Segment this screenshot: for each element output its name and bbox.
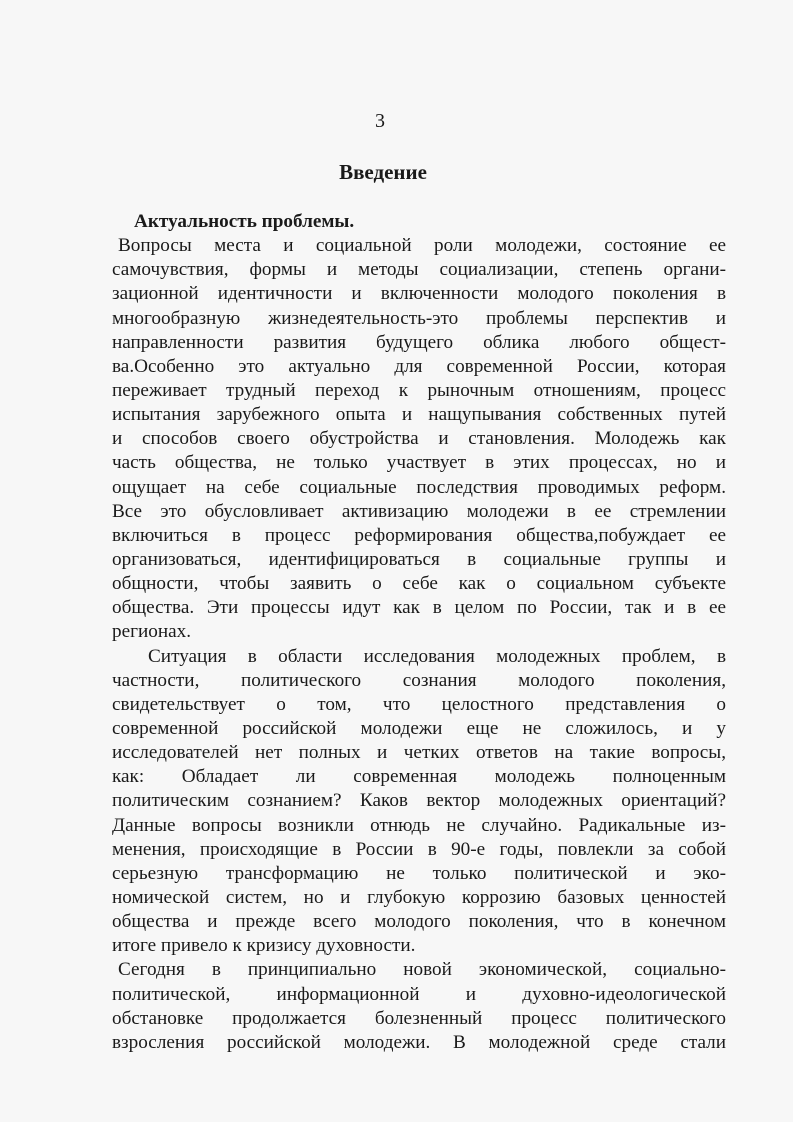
text-line: современной российской молодежи еще не сложилось, и у (112, 717, 726, 739)
text-line: Все это обусловливает активизацию молодежи в ее стремлении (112, 500, 726, 522)
text-line: регионах. (112, 621, 192, 643)
text-line: и способов своего обустройства и становления. Молодежь как (112, 428, 726, 450)
text-line: исследователей нет полных и четких ответов на такие вопросы, (112, 742, 726, 764)
text-line: Ситуация в области исследования молодежных проблем, в (148, 645, 726, 667)
text-line: политическим сознанием? Каков вектор молодежных ориентаций? (112, 790, 726, 812)
text-line: часть общества, не только участвует в этих процессах, но и (112, 452, 726, 474)
text-line: как: Обладает ли современная молодежь полноценным (112, 766, 726, 788)
text-line: Сегодня в принципиально новой экономической, социально- (118, 959, 726, 981)
text-line: зационной идентичности и включенности молодого поколения в (112, 283, 726, 305)
text-line: итоге привело к кризису духовности. (112, 935, 416, 957)
text-line: менения, происходящие в России в 90-е годы, повлекли за собой (112, 838, 726, 860)
text-line: общества. Эти процессы идут как в целом по России, так и в ее (112, 597, 726, 619)
text-line: номической систем, но и глубокую коррозию базовых ценностей (112, 886, 726, 908)
text-line: политической, информационной и духовно-идеологической (112, 983, 726, 1005)
text-line: самочувствия, формы и методы социализации, степень органи- (112, 259, 726, 281)
text-line: ва.Особенно это актуально для современной России, которая (112, 355, 726, 377)
text-line: включиться в процесс реформирования общества,побуждает ее (112, 524, 726, 546)
text-line: переживает трудный переход к рыночным отношениям, процесс (112, 379, 726, 401)
section-heading: Актуальность проблемы. (134, 211, 355, 232)
text-line: испытания зарубежного опыта и нащупывания собственных путей (112, 404, 726, 426)
text-line: общности, чтобы заявить о себе как о социальном субъекте (112, 573, 726, 595)
page-number: 3 (375, 110, 385, 132)
text-line: направленности развития будущего облика любого общест- (112, 331, 726, 353)
text-line: свидетельствует о том, что целостного представления о (112, 693, 726, 715)
text-line: серьезную трансформацию не только политической и эко- (112, 862, 726, 884)
text-line: ощущает на себе социальные последствия проводимых реформ. (112, 476, 726, 498)
text-line: частности, политического сознания молодого поколения, (112, 669, 726, 691)
text-line: организоваться, идентифицироваться в социальные группы и (112, 548, 726, 570)
text-line: Данные вопросы возникли отнюдь не случайно. Радикальные из- (112, 814, 726, 836)
page-title: Введение (339, 160, 427, 184)
text-line: Вопросы места и социальной роли молодежи, состояние ее (118, 235, 726, 257)
body-text (112, 210, 726, 1055)
text-line: многообразную жизнедеятельность-это проблемы перспектив и (112, 307, 726, 329)
text-line: общества и прежде всего молодого поколения, что в конечном (112, 911, 726, 933)
text-line: обстановке продолжается болезненный процесс политического (112, 1007, 726, 1029)
text-line: взросления российской молодежи. В молодежной среде стали (112, 1031, 726, 1053)
